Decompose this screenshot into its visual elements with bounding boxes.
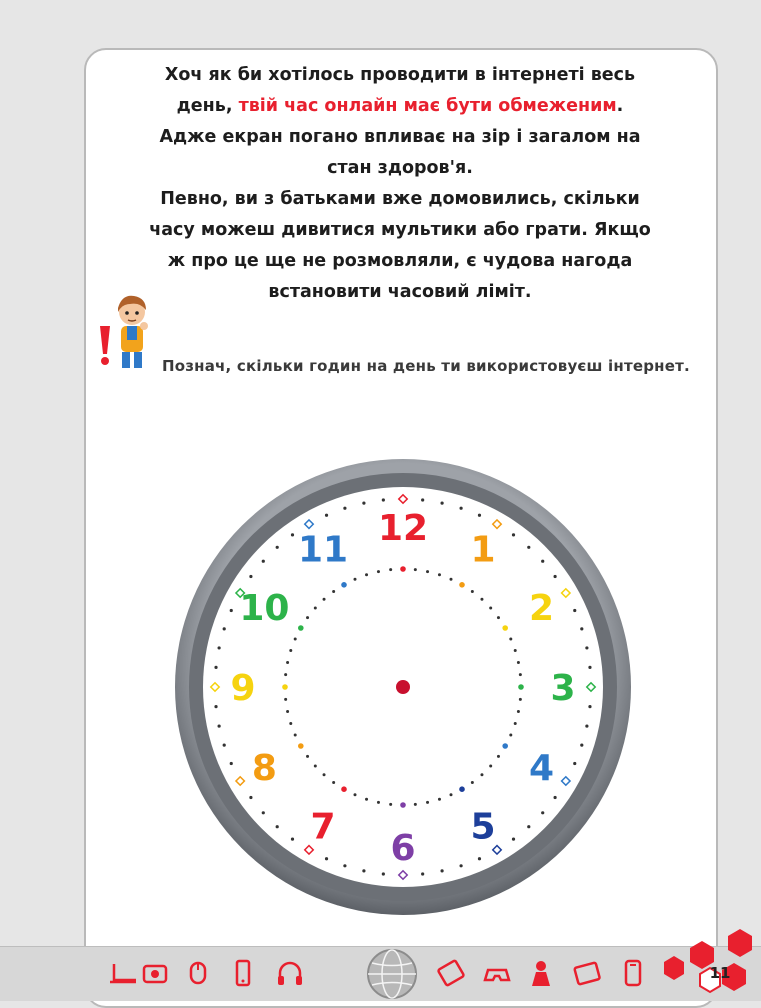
minute-tick <box>262 811 265 814</box>
minute-dot <box>354 578 357 581</box>
minute-tick <box>580 627 583 630</box>
hour-dot <box>502 743 508 749</box>
clock-number: 1 <box>470 529 496 571</box>
intro-line: ж про це ще не розмовляли, є чудова нагода <box>167 251 633 271</box>
smartphone-icon <box>618 958 648 988</box>
minute-tick <box>343 864 346 867</box>
minute-dot <box>377 801 380 804</box>
task-instruction: Познач, скільки годин на день ти використовуєш інтернет. <box>162 357 690 375</box>
minute-dot <box>497 616 500 619</box>
minute-tick <box>527 546 530 549</box>
clock-number: 10 <box>239 588 290 629</box>
minute-dot <box>438 798 441 801</box>
minute-tick <box>459 507 462 510</box>
clock-number: 2 <box>529 588 555 629</box>
minute-dot <box>517 710 520 713</box>
minute-dot <box>377 570 380 573</box>
phone-icon <box>228 958 258 988</box>
minute-dot <box>365 798 368 801</box>
clock-number: 5 <box>470 806 496 848</box>
minute-dot <box>332 781 335 784</box>
minute-tick <box>512 533 515 536</box>
minute-dot <box>509 638 512 641</box>
minute-dot <box>284 673 287 676</box>
minute-tick <box>249 575 252 578</box>
minute-tick <box>527 825 530 828</box>
minute-tick <box>291 837 294 840</box>
hour-dot <box>459 786 465 792</box>
minute-dot <box>426 801 429 804</box>
minute-tick <box>585 724 588 727</box>
minute-tick <box>223 743 226 746</box>
minute-tick <box>421 498 424 501</box>
hour-dot <box>400 566 406 572</box>
minute-dot <box>449 793 452 796</box>
gamepad-icon <box>482 958 512 988</box>
minute-tick <box>362 502 365 505</box>
minute-tick <box>440 869 443 872</box>
hour-dot <box>341 786 347 792</box>
minute-dot <box>449 578 452 581</box>
minute-dot <box>294 733 297 736</box>
hour-dot <box>298 625 304 631</box>
minute-dot <box>517 661 520 664</box>
intro-line: встановити часовий ліміт. <box>268 282 532 302</box>
clock-number: 8 <box>251 748 277 789</box>
intro-line: часу можеш дивитися мультики або грати. Якщо <box>149 220 651 240</box>
minute-tick <box>478 857 481 860</box>
minute-dot <box>426 570 429 573</box>
minute-tick <box>580 743 583 746</box>
minute-dot <box>389 803 392 806</box>
hour-dot <box>518 684 524 690</box>
minute-dot <box>323 773 326 776</box>
hour-dot <box>282 684 288 690</box>
clock-number: 11 <box>297 529 349 571</box>
headphones-icon <box>275 958 305 988</box>
minute-tick <box>214 666 217 669</box>
minute-dot <box>306 755 309 758</box>
minute-tick <box>588 666 591 669</box>
minute-dot <box>284 698 287 701</box>
clock-number: 9 <box>230 668 256 709</box>
minute-tick <box>478 514 481 517</box>
minute-dot <box>514 649 517 652</box>
minute-dot <box>519 673 522 676</box>
minute-dot <box>489 607 492 610</box>
minute-tick <box>325 514 328 517</box>
globe-icon <box>366 948 418 1000</box>
minute-tick <box>325 857 328 860</box>
minute-dot <box>471 590 474 593</box>
minute-tick <box>553 575 556 578</box>
page-number: 11 <box>709 964 731 982</box>
intro-line: день, твій час онлайн має бути обмеженим. <box>176 96 624 116</box>
hour-dot <box>459 582 465 588</box>
minute-dot <box>294 638 297 641</box>
clock-center-dot[interactable] <box>396 680 410 694</box>
minute-dot <box>289 722 292 725</box>
clock-number: 6 <box>390 828 416 869</box>
minute-tick <box>512 837 515 840</box>
minute-tick <box>421 872 424 875</box>
minute-tick <box>218 724 221 727</box>
hour-dot <box>298 743 304 749</box>
minute-tick <box>276 546 279 549</box>
minute-dot <box>509 733 512 736</box>
minute-dot <box>314 764 317 767</box>
minute-dot <box>389 568 392 571</box>
person-icon <box>526 958 556 988</box>
minute-tick <box>223 627 226 630</box>
minute-dot <box>471 781 474 784</box>
clock-number: 4 <box>529 748 555 789</box>
hour-dot <box>502 625 508 631</box>
hour-dot <box>341 582 347 588</box>
minute-dot <box>489 764 492 767</box>
minute-dot <box>354 793 357 796</box>
minute-tick <box>382 498 385 501</box>
minute-dot <box>519 698 522 701</box>
minute-tick <box>214 705 217 708</box>
minute-tick <box>573 762 576 765</box>
minute-tick <box>218 646 221 649</box>
minute-tick <box>362 869 365 872</box>
minute-dot <box>365 573 368 576</box>
clock-face <box>170 455 640 915</box>
minute-dot <box>414 568 417 571</box>
intro-line: Певно, ви з батьками вже домовились, скільки <box>160 189 640 209</box>
clock-number: 7 <box>310 806 336 848</box>
minute-tick <box>440 502 443 505</box>
minute-tick <box>382 872 385 875</box>
mouse-icon <box>183 958 213 988</box>
intro-line: стан здоров'я. <box>327 158 473 178</box>
minute-tick <box>553 796 556 799</box>
intro-text <box>100 60 700 308</box>
minute-tick <box>249 796 252 799</box>
minute-dot <box>323 598 326 601</box>
minute-dot <box>306 616 309 619</box>
minute-dot <box>286 710 289 713</box>
minute-tick <box>230 762 233 765</box>
minute-dot <box>414 803 417 806</box>
hour-dot <box>400 802 406 808</box>
minute-tick <box>585 646 588 649</box>
camera-icon <box>140 958 170 988</box>
minute-tick <box>459 864 462 867</box>
intro-line: Адже екран погано впливає на зір і загалом на <box>159 127 641 147</box>
intro-line: Хоч як би хотілось проводити в інтернеті весь <box>164 65 636 85</box>
minute-tick <box>343 507 346 510</box>
clock-number: 12 <box>377 508 429 549</box>
minute-dot <box>480 598 483 601</box>
minute-dot <box>480 773 483 776</box>
highlight-text: твій час онлайн має бути обмеженим <box>238 96 617 116</box>
minute-dot <box>497 755 500 758</box>
minute-dot <box>332 590 335 593</box>
minute-tick <box>276 825 279 828</box>
minute-dot <box>286 661 289 664</box>
e-reader-icon <box>572 958 602 988</box>
minute-dot <box>314 607 317 610</box>
minute-tick <box>588 705 591 708</box>
minute-dot <box>289 649 292 652</box>
minute-tick <box>573 609 576 612</box>
minute-tick <box>291 533 294 536</box>
minute-tick <box>541 811 544 814</box>
minute-tick <box>262 560 265 563</box>
clock-number: 3 <box>550 668 576 709</box>
minute-tick <box>230 609 233 612</box>
minute-tick <box>541 560 544 563</box>
laptop-icon <box>108 958 138 988</box>
minute-dot <box>514 722 517 725</box>
minute-dot <box>438 573 441 576</box>
tablet-icon <box>436 958 466 988</box>
